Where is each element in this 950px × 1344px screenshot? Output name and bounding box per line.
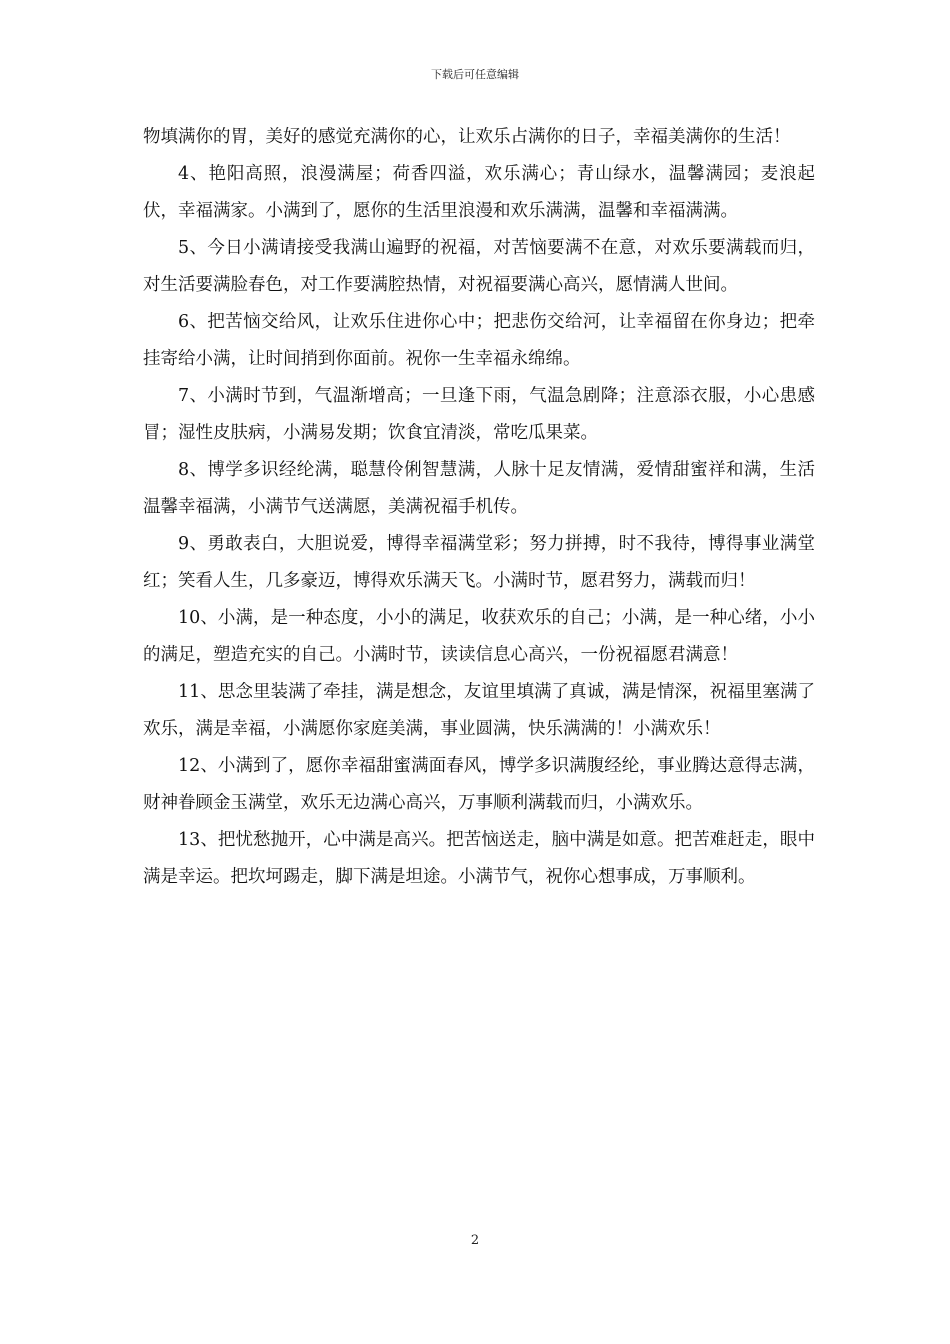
paragraph-9: 9、勇敢表白，大胆说爱，博得幸福满堂彩；努力拼搏，时不我待，博得事业满堂红；笑看人生，几多豪迈，博得欢乐满天飞。小满时节，愿君努力，满载而归！ (143, 534, 815, 591)
paragraph-5: 5、今日小满请接受我满山遍野的祝福，对苦恼要满不在意，对欢乐要满载而归，对生活要满脸春色，对工作要满腔热情，对祝福要满心高兴，愿情满人世间。 (143, 238, 815, 295)
paragraph-11: 11、思念里装满了牵挂，满是想念，友谊里填满了真诚，满是情深，祝福里塞满了欢乐，满是幸福，小满愿你家庭美满，事业圆满，快乐满满的！小满欢乐！ (143, 682, 815, 739)
paragraph-13: 13、把忧愁抛开，心中满是高兴。把苦恼送走，脑中满是如意。把苦难赶走，眼中满是幸运。把坎坷踢走，脚下满是坦途。小满节气，祝你心想事成，万事顺利。 (143, 830, 815, 887)
paragraph-4: 4、艳阳高照，浪漫满屋；荷香四溢，欢乐满心；青山绿水，温馨满园；麦浪起伏，幸福满家。小满到了，愿你的生活里浪漫和欢乐满满，温馨和幸福满满。 (143, 164, 815, 221)
paragraph-7: 7、小满时节到，气温渐增高；一旦逢下雨，气温急剧降；注意添衣服，小心患感冒；湿性皮肤病，小满易发期；饮食宜清淡，常吃瓜果菜。 (143, 386, 815, 443)
paragraph-continuation: 物填满你的胃，美好的感觉充满你的心，让欢乐占满你的日子，幸福美满你的生活！ (143, 127, 791, 147)
page-number: 2 (470, 1233, 480, 1248)
document-body (143, 119, 815, 896)
paragraph-12: 12、小满到了，愿你幸福甜蜜满面春风，博学多识满腹经纶，事业腾达意得志满，财神眷顾金玉满堂，欢乐无边满心高兴，万事顺利满载而归，小满欢乐。 (143, 756, 815, 813)
paragraph-10: 10、小满，是一种态度，小小的满足，收获欢乐的自己；小满，是一种心绪，小小的满足，塑造充实的自己。小满时节，读读信息心高兴，一份祝福愿君满意！ (143, 608, 815, 665)
paragraph-6: 6、把苦恼交给风，让欢乐住进你心中；把悲伤交给河，让幸福留在你身边；把牵挂寄给小满，让时间捎到你面前。祝你一生幸福永绵绵。 (143, 312, 815, 369)
page-header: 下载后可任意编辑 (431, 68, 519, 81)
paragraph-8: 8、博学多识经纶满，聪慧伶俐智慧满，人脉十足友情满，爱情甜蜜祥和满，生活温馨幸福满，小满节气送满愿，美满祝福手机传。 (143, 460, 815, 517)
